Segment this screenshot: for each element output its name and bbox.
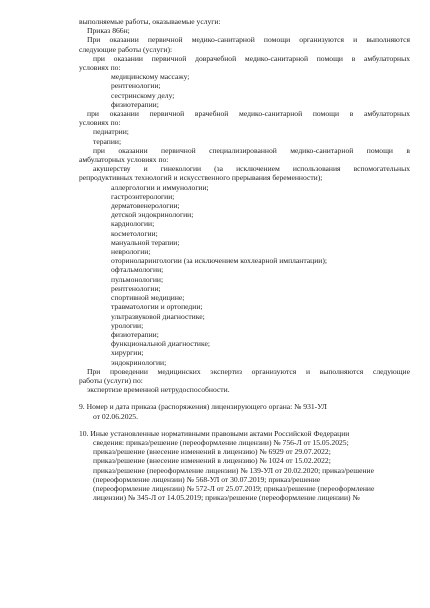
text-line: репродуктивных технологий и искусственного прерывания беременности); xyxy=(79,173,323,183)
text-line: медицинскому массажу; xyxy=(111,72,190,82)
section-10-line: приказ/решение (внесение изменений в лицензию) № 1024 от 15.02.2022; xyxy=(93,456,331,466)
text-line: детской эндокринологии; xyxy=(111,210,194,220)
text-line: аллергологии и иммунологии; xyxy=(111,182,209,192)
text-line: неврологии; xyxy=(111,247,151,257)
text-line: амбулаторных условиях по: xyxy=(79,155,169,165)
text-line: сестринскому делу; xyxy=(111,90,175,100)
text-line: следующие работы (услуги): xyxy=(79,44,173,54)
text-line: терапии; xyxy=(93,136,122,146)
text-line: косметологии; xyxy=(111,228,158,238)
text-line: спортивной медицине; xyxy=(111,293,185,303)
text-line: условиях по: xyxy=(79,63,121,73)
text-line: При оказании первичной медико-санитарной помощи организуются и выполняются xyxy=(87,35,410,45)
section-9-line: 9. Номер и дата приказа (распоряжения) лицензирующего органа: № 931-УЛ xyxy=(79,402,327,412)
section-10-line: приказ/решение (переоформление лицензии) № 139-УЛ от 20.02.2020; приказ/решение xyxy=(93,465,374,475)
text-line: хирургии; xyxy=(111,348,144,358)
section-10-line: (переоформление лицензии) № 568-УЛ от 30.07.2019; приказ/решение xyxy=(93,474,321,484)
text-line: травматологии и ортопедии; xyxy=(111,302,203,312)
text-line: при оказании первичной специализированной медико-санитарной помощи в xyxy=(93,145,410,155)
text-line: физиотерапии; xyxy=(111,99,159,109)
text-line: функциональной диагностике; xyxy=(111,339,210,349)
services-list xyxy=(79,17,410,394)
section-10-line: (переоформление лицензии) № 572-Л от 25.07.2019; приказ/решение (переоформление xyxy=(93,483,375,493)
text-line: урологии; xyxy=(111,320,144,330)
section-10-line: 10. Иные установленные нормативными правовыми актами Российской Федерации xyxy=(79,428,350,438)
text-line: акушерству и гинекологии (за исключением использования вспомогательных xyxy=(93,164,410,174)
section-10-line: приказ/решение (внесение изменений в лицензию) № 6929 от 29.07.2022; xyxy=(93,447,331,457)
text-line: Приказ 866н; xyxy=(87,26,130,36)
section-10 xyxy=(79,429,410,503)
text-line: физиотерапии; xyxy=(111,329,159,339)
text-line: дерматовенерологии; xyxy=(111,201,180,211)
text-line: При проведении медицинских экспертиз организуются и выполняются следующие xyxy=(87,366,410,376)
section-10-line: сведения: приказ/решение (переоформление лицензии) № 756-Л от 15.05.2025; xyxy=(93,437,349,447)
text-line: ультразвуковой диагностике; xyxy=(111,311,205,321)
text-line: оториноларингологии (за исключением кохлеарной имплантации); xyxy=(111,256,327,266)
text-line: рентгенологии; xyxy=(111,81,161,91)
text-line: гастроэнтерологии; xyxy=(111,191,175,201)
text-line: условиях по: xyxy=(79,118,121,128)
text-line: экспертизе временной нетрудоспособности. xyxy=(87,385,230,395)
text-line: мануальной терапии; xyxy=(111,237,180,247)
text-line: выполняемые работы, оказываемые услуги: xyxy=(79,17,221,26)
section-9-line: от 02.06.2025. xyxy=(93,411,138,421)
section-9 xyxy=(79,402,410,420)
text-line: офтальмологии; xyxy=(111,265,164,275)
text-line: педиатрии; xyxy=(93,127,129,137)
section-10-line: лицензии) № 345-Л от 14.05.2019; приказ/решение (переоформление лицензии) № xyxy=(93,493,360,503)
text-line: при оказании первичной доврачебной медико-санитарной помощи в амбулаторных xyxy=(93,53,410,63)
text-line: работы (услуги) по: xyxy=(79,375,143,385)
text-line: пульмонологии; xyxy=(111,274,164,284)
text-line: при оказании первичной врачебной медико-санитарной помощи в амбулаторных xyxy=(87,109,410,119)
text-line: эндокринологии; xyxy=(111,357,167,367)
text-line: кардиологии; xyxy=(111,219,155,229)
text-line: рентгенологии; xyxy=(111,283,161,293)
